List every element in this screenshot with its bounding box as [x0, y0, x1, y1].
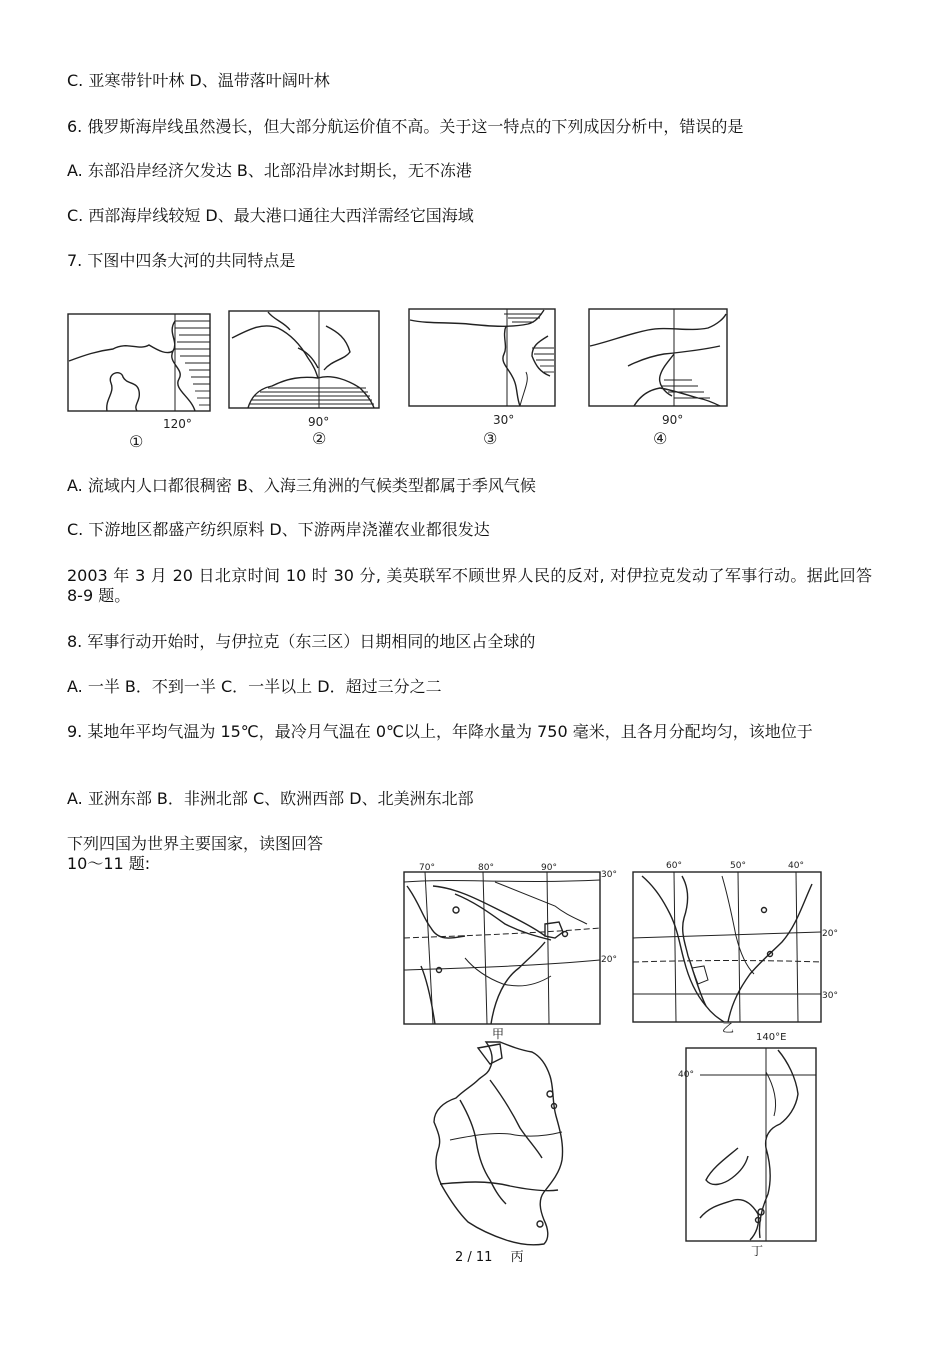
river-map-2-label: ②	[312, 429, 327, 448]
country-map-yi-label: 乙	[722, 1021, 735, 1035]
intro-questions-8-9: 2003 年 3 月 20 日北京时间 10 时 30 分, 美英联军不顾世界人民的反对, 对伊拉克发动了军事行动。据此回答 8-9 题。	[67, 566, 872, 605]
yi-lon-60: 60°	[666, 861, 682, 871]
ding-lat-40: 40°	[678, 1070, 694, 1080]
river-map-1	[67, 311, 212, 451]
question-6: 6. 俄罗斯海岸线虽然漫长，但大部分航运价值不高。关于这一特点的下列成因分析中，错误的是	[67, 117, 744, 136]
page-footer	[455, 1250, 524, 1266]
river-map-1-label: ①	[129, 432, 144, 451]
yi-lon-50: 50°	[730, 861, 746, 871]
intro-questions-10-11-line1: 下列四国为世界主要国家，读图回答	[67, 834, 324, 853]
question-8: 8. 军事行动开始时，与伊拉克（东三区）日期相同的地区占全球的	[67, 632, 536, 651]
river-map-2-longitude: 90°	[308, 415, 330, 429]
jia-lat-20: 20°	[601, 955, 617, 965]
q7-options-cd: C. 下游地区都盛产纺织原料 D、下游两岸浇灌农业都很发达	[67, 520, 490, 539]
q9-options: A. 亚洲东部 B．非洲北部 C、欧洲西部 D、北美洲东北部	[67, 789, 474, 808]
yi-lat-20: 20°	[822, 929, 838, 939]
river-map-1-longitude: 120°	[163, 417, 192, 431]
country-map-yi	[622, 856, 837, 1036]
river-map-2	[228, 308, 380, 446]
river-map-4-longitude: 90°	[662, 413, 684, 427]
country-map-ding	[678, 1028, 828, 1256]
intro-questions-10-11-line2: 10～11 题:	[67, 854, 151, 873]
yi-lat-30: 30°	[822, 991, 838, 1001]
q6-options-cd: C. 西部海岸线较短 D、最大港口通往大西洋需经它国海域	[67, 206, 474, 225]
jia-lon-70: 70°	[419, 863, 435, 873]
country-map-jia	[395, 858, 620, 1041]
country-map-jia-label: 甲	[492, 1027, 505, 1041]
question-9: 9. 某地年平均气温为 15℃，最冷月气温在 0℃以上，年降水量为 750 毫米，且各月分配均匀，该地位于	[67, 722, 813, 741]
jia-lon-80: 80°	[478, 863, 494, 873]
river-map-3-longitude: 30°	[493, 413, 515, 427]
q8-options: A. 一半 B．不到一半 C．一半以上 D．超过三分之二	[67, 677, 442, 696]
country-map-ding-label: 丁	[751, 1244, 764, 1258]
q7-options-ab: A. 流域内人口都很稠密 B、入海三角洲的气候类型都属于季风气候	[67, 476, 536, 495]
river-map-4	[588, 306, 730, 448]
q5-options-cd: C. 亚寒带针叶林 D、温带落叶阔叶林	[67, 71, 330, 90]
jia-lat-30: 30°	[601, 870, 617, 880]
river-map-3-label: ③	[483, 429, 498, 448]
river-map-4-label: ④	[653, 429, 668, 448]
page-number: 2 / 11	[455, 1250, 493, 1265]
jia-lon-90: 90°	[541, 863, 557, 873]
question-7: 7. 下图中四条大河的共同特点是	[67, 251, 296, 270]
ding-lon-140e: 140°E	[756, 1032, 787, 1043]
river-map-3	[408, 306, 556, 448]
q6-options-ab: A. 东部沿岸经济欠发达 B、北部沿岸冰封期长，无不冻港	[67, 161, 472, 180]
yi-lon-40: 40°	[788, 861, 804, 871]
country-map-bing	[420, 1040, 570, 1255]
country-map-bing-label: 丙	[510, 1250, 524, 1265]
